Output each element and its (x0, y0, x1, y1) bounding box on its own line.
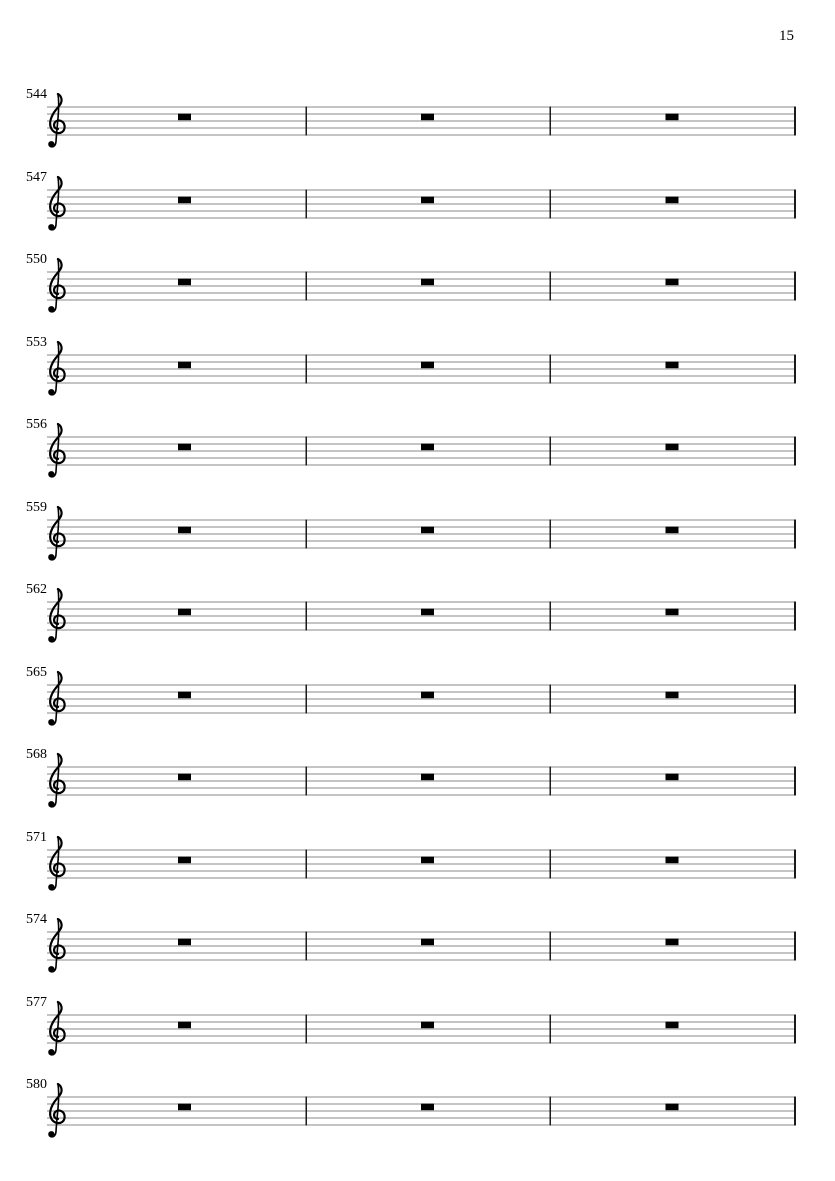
measure-number: 562 (26, 582, 47, 597)
whole-rest (178, 361, 191, 368)
treble-clef (49, 589, 65, 642)
whole-rest (666, 939, 679, 946)
whole-rest (421, 774, 434, 781)
measure-number: 547 (26, 169, 47, 185)
treble-clef (49, 177, 65, 230)
measure-number: 550 (26, 252, 47, 267)
whole-rest (666, 856, 679, 863)
whole-rest (178, 774, 191, 781)
treble-clef (49, 259, 65, 312)
staff-lines (47, 1015, 796, 1043)
measure-number: 568 (26, 747, 47, 762)
whole-rest (421, 279, 434, 286)
staff-lines (47, 355, 796, 383)
treble-clef (49, 342, 65, 395)
staff-system (0, 500, 835, 564)
whole-rest (666, 691, 679, 698)
whole-rest (421, 856, 434, 863)
staff-lines (47, 602, 796, 630)
measure-number: 571 (26, 829, 47, 845)
staff-lines (47, 1097, 796, 1125)
whole-rest (178, 279, 191, 286)
whole-rest (666, 196, 679, 203)
staff-lines (47, 190, 796, 218)
measure-number: 559 (26, 499, 47, 515)
whole-rest (421, 114, 434, 121)
whole-rest (421, 526, 434, 533)
staff-system (0, 1077, 835, 1141)
whole-rest (421, 609, 434, 616)
staff-system (0, 582, 835, 646)
measure-number: 544 (26, 87, 47, 102)
staff-system (0, 417, 835, 481)
measure-number: 565 (26, 664, 47, 680)
staff-lines (47, 850, 796, 878)
staff (47, 339, 799, 399)
whole-rest (666, 444, 679, 451)
whole-rest (421, 939, 434, 946)
staff (47, 91, 799, 151)
measure-number: 556 (26, 417, 47, 432)
whole-rest (421, 444, 434, 451)
whole-rest (421, 361, 434, 368)
measure-number: 574 (26, 912, 47, 927)
treble-clef (49, 94, 65, 147)
whole-rest (421, 196, 434, 203)
staff (47, 834, 799, 894)
whole-rest (178, 939, 191, 946)
whole-rest (178, 856, 191, 863)
whole-rest (666, 609, 679, 616)
staff-system (0, 335, 835, 399)
whole-rest (666, 774, 679, 781)
staff-system (0, 912, 835, 976)
whole-rest (666, 526, 679, 533)
treble-clef (49, 754, 65, 807)
treble-clef (49, 837, 65, 890)
staff (47, 669, 799, 729)
staff-lines (47, 437, 796, 465)
whole-rest (421, 1104, 434, 1111)
staff-system (0, 87, 835, 151)
staff-system (0, 252, 835, 316)
whole-rest (178, 1021, 191, 1028)
staff-system (0, 830, 835, 894)
whole-rest (178, 444, 191, 451)
staff-system (0, 995, 835, 1059)
whole-rest (666, 1021, 679, 1028)
whole-rest (666, 279, 679, 286)
staff (47, 751, 799, 811)
staff (47, 504, 799, 564)
staff-lines (47, 272, 796, 300)
staff-lines (47, 932, 796, 960)
whole-rest (421, 1021, 434, 1028)
page-number: 15 (779, 28, 794, 44)
treble-clef (49, 919, 65, 972)
whole-rest (666, 1104, 679, 1111)
treble-clef (49, 424, 65, 477)
staff (47, 999, 799, 1059)
staff-system (0, 747, 835, 811)
staff (47, 174, 799, 234)
treble-clef (49, 672, 65, 725)
staff-system (0, 170, 835, 234)
treble-clef (49, 1084, 65, 1137)
staff-lines (47, 685, 796, 713)
measure-number: 577 (26, 994, 47, 1010)
staff (47, 586, 799, 646)
whole-rest (178, 609, 191, 616)
staff-lines (47, 520, 796, 548)
whole-rest (178, 114, 191, 121)
whole-rest (178, 1104, 191, 1111)
staff (47, 256, 799, 316)
measure-number: 580 (26, 1077, 47, 1092)
staff (47, 421, 799, 481)
staff (47, 916, 799, 976)
treble-clef (49, 507, 65, 560)
whole-rest (666, 114, 679, 121)
whole-rest (178, 196, 191, 203)
whole-rest (178, 526, 191, 533)
treble-clef (49, 1002, 65, 1055)
whole-rest (421, 691, 434, 698)
whole-rest (178, 691, 191, 698)
staff-lines (47, 107, 796, 135)
whole-rest (666, 361, 679, 368)
staff-system (0, 665, 835, 729)
staff-lines (47, 767, 796, 795)
measure-number: 553 (26, 334, 47, 350)
staff (47, 1081, 799, 1141)
